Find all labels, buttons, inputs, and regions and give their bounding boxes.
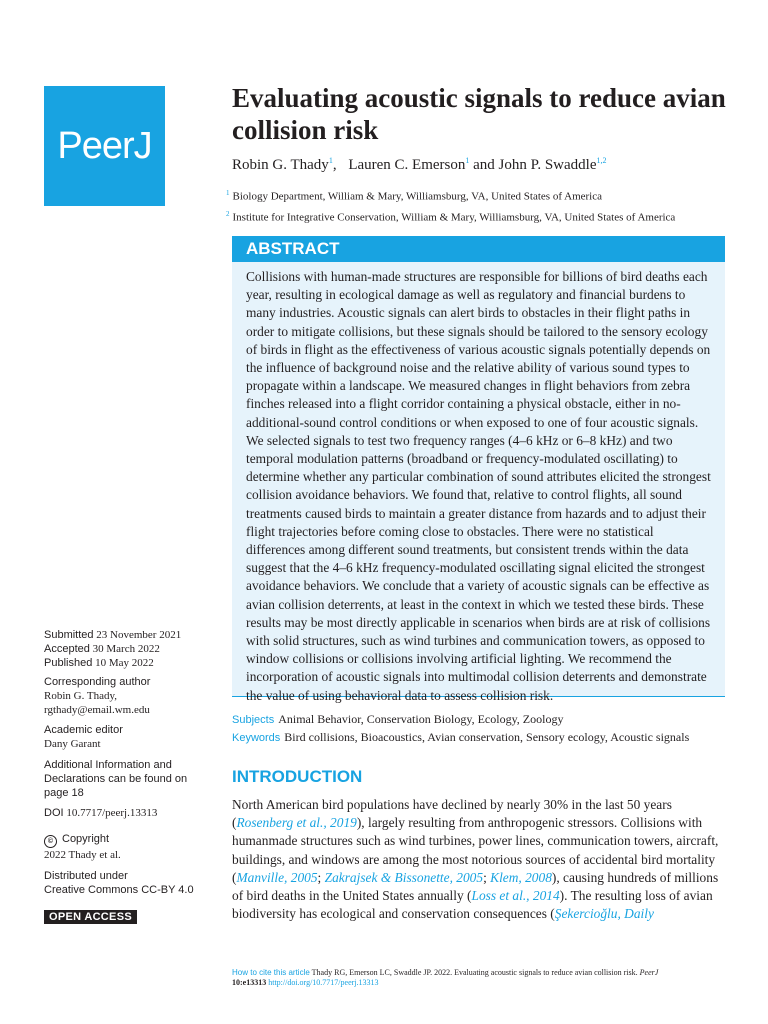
doi-label: DOI (44, 807, 64, 819)
publication-dates (44, 628, 204, 670)
additional-information-note: Additional Information and Declarations can be found on page 18 (44, 759, 188, 799)
corresponding-author-email[interactable]: rgthady@email.wm.edu (44, 704, 150, 716)
academic-editor (44, 723, 204, 751)
citation-link[interactable]: Klem, 2008 (490, 869, 552, 885)
copyright-icon: © (44, 835, 57, 848)
cite-label: How to cite this article (232, 968, 310, 977)
author-list: Robin G. Thady$^1$, Lauren C. Emerson$^1$ and John P. Swaddle$^{1,2}$ (232, 156, 607, 173)
accepted-date: 30 March 2022 (92, 643, 160, 655)
citation-footer (232, 968, 732, 988)
academic-editor-name: Dany Garant (44, 738, 101, 750)
citation-link[interactable]: Loss et al., 2014 (471, 888, 560, 904)
subjects-label: Subjects (232, 714, 275, 726)
keywords-label: Keywords (232, 732, 281, 744)
academic-editor-label: Academic editor (44, 724, 123, 736)
introduction-text: North American bird populations have declined by nearly 30% in the last 50 years (Rosenberg et al., 2019), largely resulting from anthropogenic stressors. Collisions with humanmade structures such as wind turbines, power lines, communication towers, aircraft, buildings, and windows are among the most notorious sources of accidental bird mortality (Manville, 2005; Zakrajsek & Bissonette, 2005; Klem, 2008), causing hundreds of millions of bird deaths in the United States annually (Loss et al., 2014). The resulting loss of avian biodiversity has ecological and conservation consequences (Şekercioğlu, Daily (232, 797, 719, 922)
abstract-section (232, 236, 725, 703)
copyright-label: Copyright (62, 833, 110, 845)
author-name[interactable]: Robin G. Thady (232, 157, 329, 173)
doi-line (44, 806, 204, 820)
author-name[interactable]: Lauren C. Emerson (348, 157, 466, 173)
citation-link[interactable]: Şekercioğlu, Daily (554, 906, 654, 922)
author-affiliation-marker: 1 (328, 156, 333, 165)
keywords-line (232, 730, 689, 745)
published-label: Published (44, 657, 93, 669)
doi-url-link[interactable]: http://doi.org/10.7717/peerj.13313 (268, 978, 379, 987)
submitted-label: Submitted (44, 629, 94, 641)
published-date: 10 May 2022 (95, 657, 154, 669)
citation-link[interactable]: Zakrajsek & Bissonette, 2005 (324, 869, 484, 885)
distributed-label: Distributed under (44, 870, 128, 882)
citation-link[interactable]: Rosenberg et al., 2019 (236, 815, 357, 831)
open-access-badge: OPEN ACCESS (44, 910, 137, 924)
submitted-date: 23 November 2021 (96, 629, 182, 641)
subjects-text[interactable]: Animal Behavior, Conservation Biology, Ecology, Zoology (278, 712, 564, 726)
license-name[interactable]: Creative Commons CC-BY 4.0 (44, 884, 194, 896)
volume-number: 10:e13313 (232, 978, 267, 987)
author-affiliation-marker: 1,2 (596, 156, 607, 165)
journal-name: PeerJ (639, 968, 659, 977)
abstract-heading: ABSTRACT (232, 236, 725, 262)
author-conjunction: and (473, 157, 495, 173)
keywords-text: Bird collisions, Bioacoustics, Avian conservation, Sensory ecology, Acoustic signals (284, 730, 690, 744)
corresponding-author-label: Corresponding author (44, 676, 151, 688)
article-title: Evaluating acoustic signals to reduce avian collision risk (232, 83, 726, 145)
peerj-logo (44, 86, 165, 206)
subjects-line (232, 712, 563, 727)
copyright-holder: 2022 Thady et al. (44, 849, 121, 861)
logo-text: PeerJ (57, 124, 152, 167)
license-block (44, 869, 204, 897)
corresponding-author-name: Robin G. Thady, (44, 690, 118, 702)
author-affiliation-marker: 1 (465, 156, 470, 165)
author-name[interactable]: John P. Swaddle (498, 157, 597, 173)
affiliation: $^2$ Institute for Integrative Conservation, William & Mary, Williamsburg, VA, United States of America (226, 209, 676, 224)
doi-value[interactable]: 10.7717/peerj.13313 (66, 807, 158, 819)
accepted-label: Accepted (44, 643, 90, 655)
affiliation-list (226, 185, 675, 226)
introduction-heading: INTRODUCTION (232, 767, 363, 786)
copyright-block (44, 832, 204, 862)
citation-link[interactable]: Manville, 2005 (236, 869, 318, 885)
affiliation: $^1$ Biology Department, William & Mary, Williamsburg, VA, United States of America (226, 189, 603, 203)
corresponding-author (44, 675, 204, 717)
abstract-text: Collisions with human-made structures are responsible for billions of bird deaths each year, resulting in ecological damage as well as regulatory and financial burdens to many industries. Acoustic signals can alert birds to obstacles in their flight paths in order to mitigate collisions, but these signals should be tailored to the sensory ecology of birds in flight as the effectiveness of various acoustic signals potentially depends on the influence of background noise and the relative ability of various sound types to propagate within a landscape. We measured changes in flight behaviors from zebra finches released into a flight corridor containing a physical obstacle, either in no-additional-sound control conditions or when exposed to one of four acoustic signals. We selected signals to test two frequency ranges (4–6 kHz or 6–8 kHz) and two temporal modulation patterns (broadband or frequency-modulated oscillating) to determine whether any particular combination of sound attributes elicited the strongest collision avoidance behaviors. We found that, relative to control flights, all sound treatments caused birds to maintain a greater distance from hazards and to adjust their flight trajectories before coming close to obstacles. There were no statistical differences among different sound treatments, but consistent trends within the data suggest that the 4–6 kHz frequency-modulated oscillating signal elicited the strongest avoidance behaviors. We conclude that a variety of acoustic signals can be effective as avian collision deterrents, at least in the context in which we tested these birds. These results may be most directly applicable in scenarios when birds are at risk of collisions with solid structures, such as wind turbines and communication towers, as opposed to window collisions or collisions involving artificial lighting. We recommend the incorporation of acoustic signals into multimodal collision deterrents and demonstrate the value of using behavioral data to assess collision risk. (246, 269, 711, 703)
cite-text: Thady RG, Emerson LC, Swaddle JP. 2022. Evaluating acoustic signals to reduce avian collision risk. (311, 968, 638, 977)
